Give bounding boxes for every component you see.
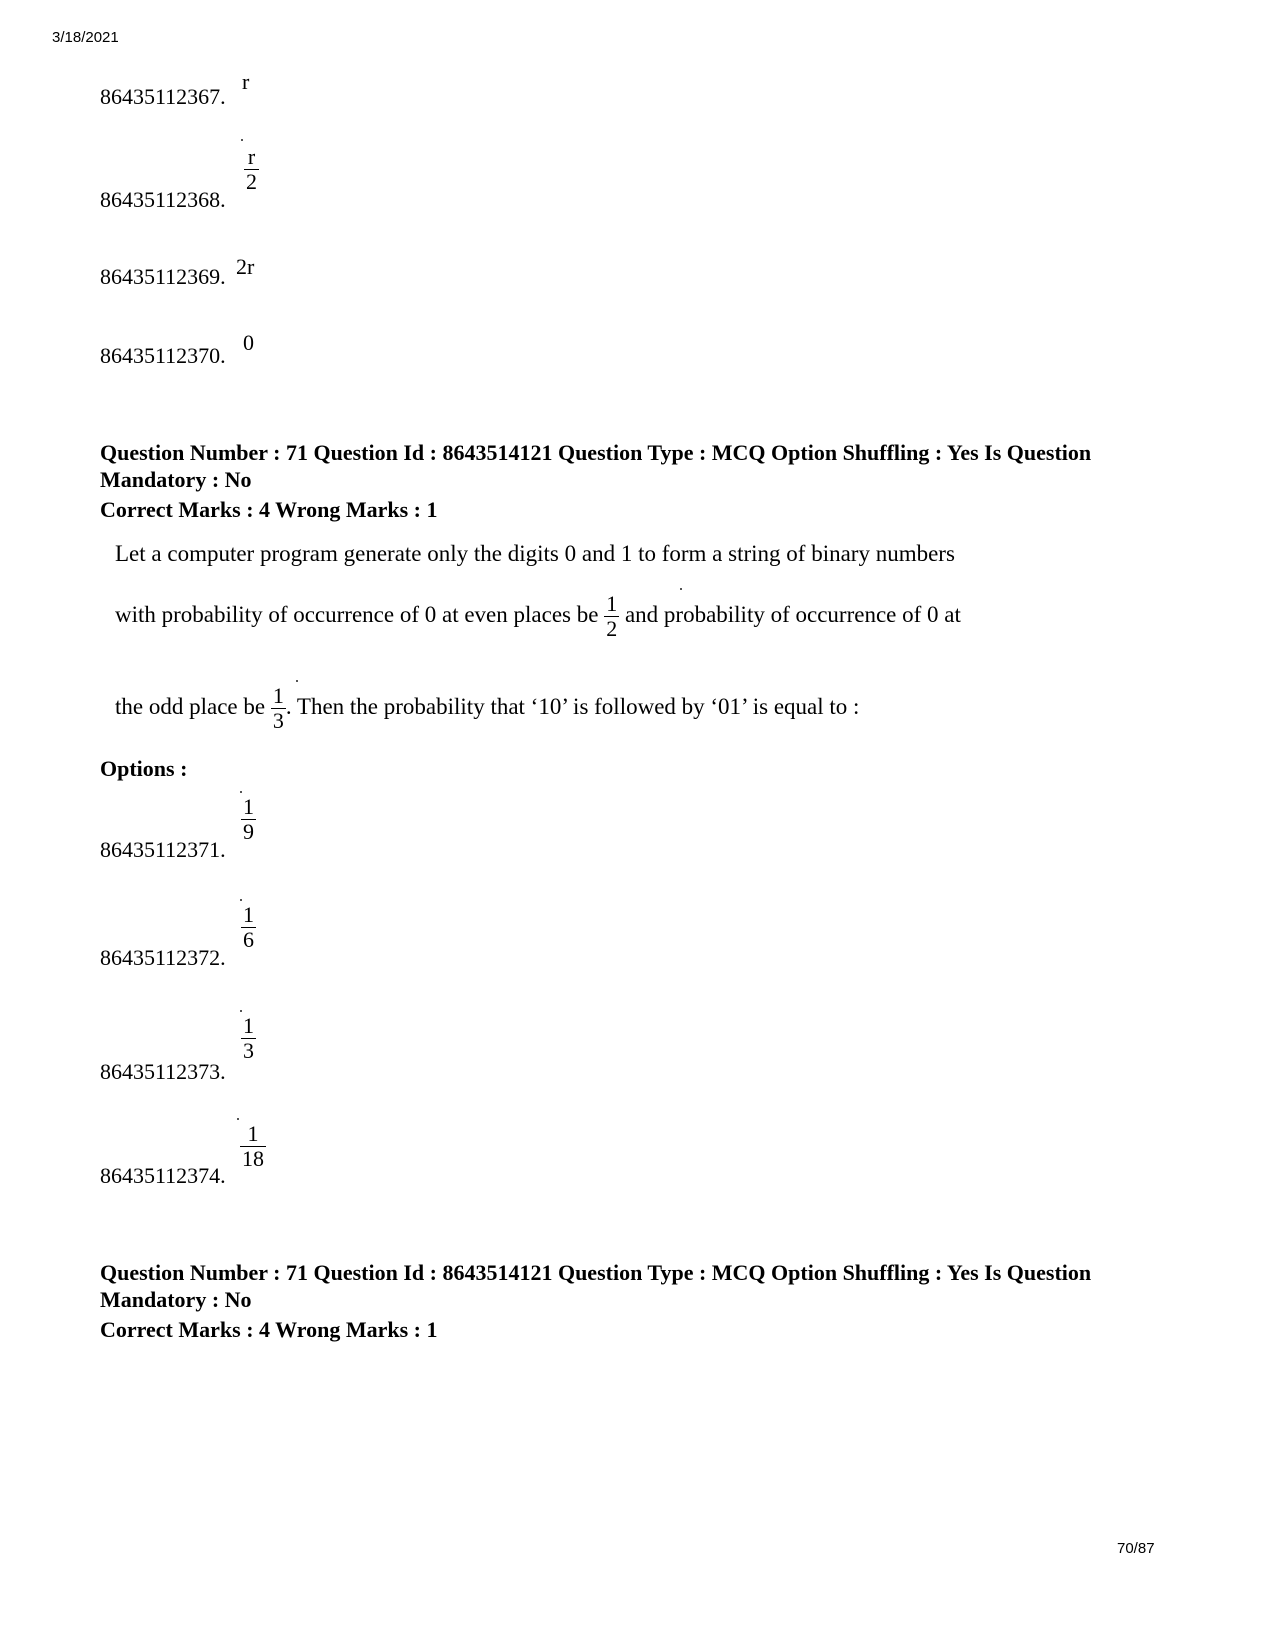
fraction-denominator: 3 <box>272 708 284 733</box>
option-value: 2r <box>236 254 255 279</box>
question-text-line: Let a computer program generate only the digits 0 and 1 to form a string of binary numbers <box>115 541 955 566</box>
options-label: Options : <box>100 756 188 781</box>
fraction-numerator: 1 <box>272 683 284 708</box>
question-header-line: Question Number : 71 Question Id : 8643514121 Question Type : MCQ Option Shuffling : Yes Is Question <box>100 1260 1092 1285</box>
fraction-denominator: 18 <box>242 1146 264 1171</box>
question-text-segment: and probability of occurrence of 0 at <box>624 601 961 627</box>
mark-dot <box>240 899 242 901</box>
option-fraction <box>241 1014 256 1063</box>
fraction-numerator: 1 <box>243 794 254 819</box>
option-fraction <box>241 795 256 844</box>
option-number: 86435112373. <box>100 1059 226 1084</box>
question-header-line: Mandatory : No <box>100 467 252 492</box>
fraction-numerator: 1 <box>247 1121 259 1146</box>
fraction-denominator: 2 <box>246 169 257 194</box>
question-fraction <box>604 592 619 641</box>
question-header-line: Mandatory : No <box>100 1287 252 1312</box>
question-text-segment: with probability of occurrence of 0 at even places be <box>115 601 599 627</box>
fraction-numerator: 1 <box>243 902 254 927</box>
fraction-denominator: 2 <box>606 616 618 641</box>
fraction-numerator: 1 <box>606 591 618 616</box>
next-question-marks: Correct Marks : 4 Wrong Marks : 1 <box>100 1317 438 1342</box>
question-text-line <box>115 684 1195 733</box>
fraction-denominator: 9 <box>243 819 254 844</box>
mark-dot <box>240 1010 242 1012</box>
fraction-numerator: 1 <box>243 1013 254 1038</box>
option-number: 86435112368. <box>100 187 226 212</box>
mark-dot <box>241 139 243 141</box>
question-marks: Correct Marks : 4 Wrong Marks : 1 <box>100 497 438 522</box>
mark-dot <box>296 680 298 682</box>
fraction-numerator: r <box>247 144 256 169</box>
question-text-segment: . Then the probability that ‘10’ is followed by ‘01’ is equal to : <box>285 693 860 719</box>
page-date: 3/18/2021 <box>52 29 119 46</box>
option-fraction <box>244 145 259 194</box>
option-number: 86435112372. <box>100 945 226 970</box>
question-header-line: Question Number : 71 Question Id : 8643514121 Question Type : MCQ Option Shuffling : Yes Is Question <box>100 440 1092 465</box>
option-fraction <box>240 1122 266 1171</box>
option-number: 86435112367. <box>100 84 226 109</box>
mark-dot <box>680 588 682 590</box>
option-value: r <box>242 69 250 94</box>
question-text-segment: the odd place be <box>115 693 266 719</box>
option-number: 86435112370. <box>100 343 226 368</box>
mark-dot <box>237 1118 239 1120</box>
fraction-denominator: 3 <box>243 1038 254 1063</box>
fraction-denominator: 6 <box>243 927 254 952</box>
question-fraction <box>271 684 286 733</box>
question-header <box>100 439 1200 493</box>
option-number: 86435112374. <box>100 1163 226 1188</box>
option-number: 86435112369. <box>100 264 226 289</box>
page-number: 70/87 <box>1117 1540 1155 1557</box>
next-question-header <box>100 1259 1200 1313</box>
option-fraction <box>241 903 256 952</box>
question-text-line <box>115 592 1195 641</box>
option-value: 0 <box>243 330 254 355</box>
mark-dot <box>240 791 242 793</box>
option-number: 86435112371. <box>100 837 226 862</box>
